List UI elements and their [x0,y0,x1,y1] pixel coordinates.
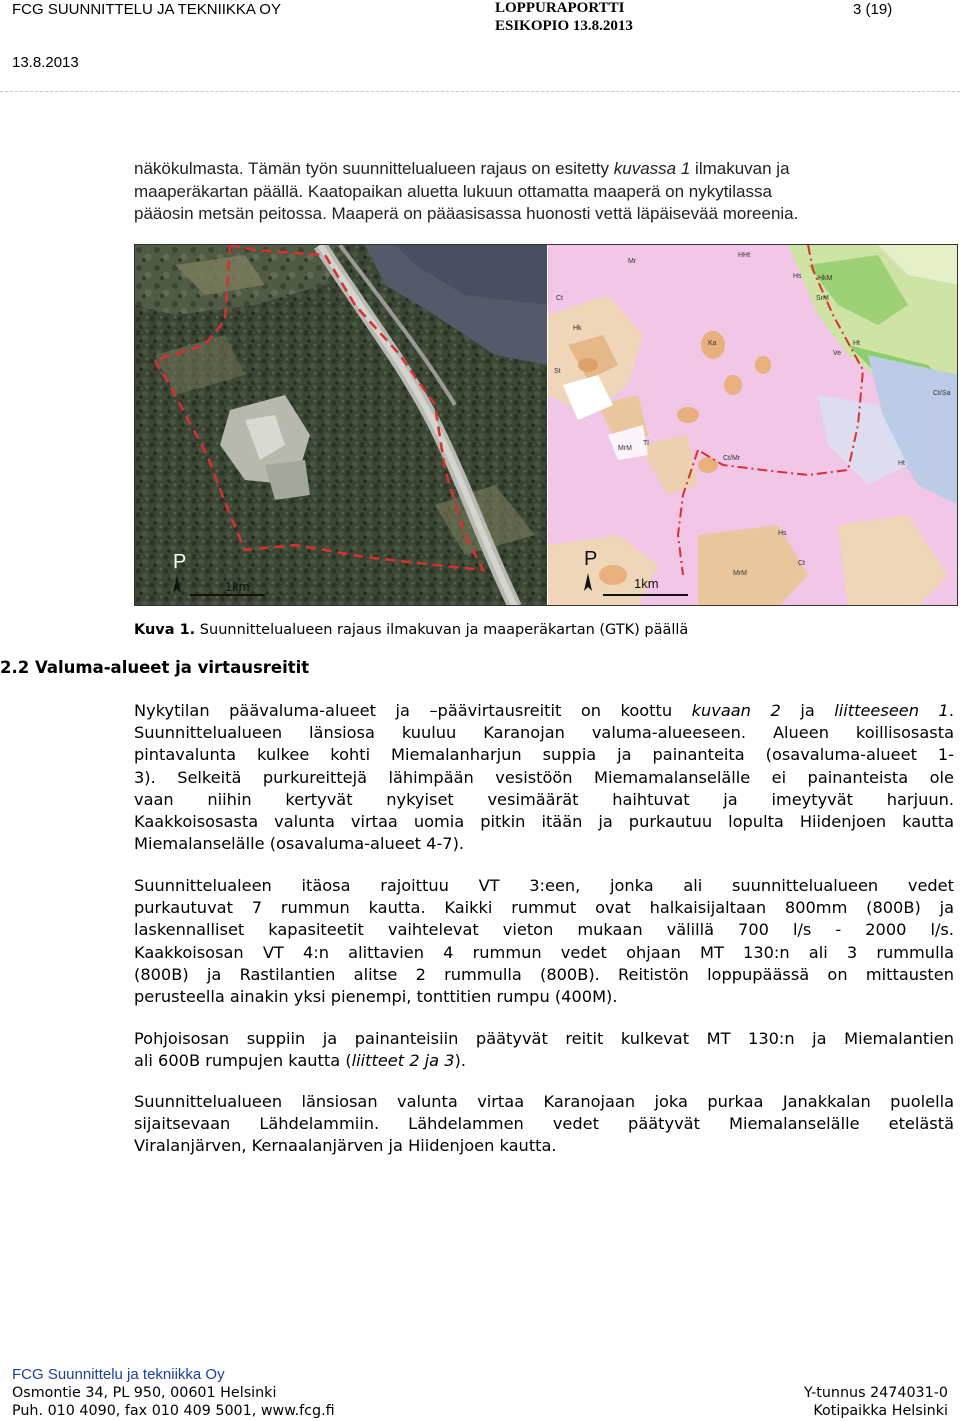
footer-phone: Puh. 010 4090, fax 010 409 5001, www.fcg.fi [12,1403,335,1419]
map-label: HHt [738,252,751,259]
intro-line-1 [134,158,954,181]
map-label: Mr [628,258,637,265]
caption-label: Kuva 1. [134,622,196,638]
paragraph-line: Pohjoisosan suppiin ja painanteisiin päätyvät reitit kulkevat MT 130:n ja Miemalantien [134,1029,954,1048]
paragraph-line: pintavalunta kulkee kohti Miemalanharjun suppia ja painanteita (osavaluma-alueet 1- [134,745,954,765]
map-label: SrM [816,295,829,302]
header-date: 13.8.2013 [12,54,79,71]
intro-text: ilmakuvan ja [690,159,790,178]
caption-text: Suunnittelualueen rajaus ilmakuvan ja maaperäkartan (GTK) päällä [195,622,689,638]
map-label: Ht [898,460,905,467]
paragraph-line: Suunnittelualueen länsiosa kuuluu Karanojan valuma-alueeseen. Alueen koillisosasta [134,723,954,743]
paragraph-1 [134,700,954,855]
footer-company: FCG Suunnittelu ja tekniikka Oy [12,1366,225,1383]
header-company: FCG SUUNNITTELU JA TEKNIIKKA OY [12,1,281,18]
map-label: Ct [556,295,563,302]
map-label: MrM [733,570,747,577]
paragraph-line [134,1050,954,1072]
paragraph-line: (800B) ja Rastilantien alitse 2 rummulla (800B). Reitistön loppupäässä on mittausten [134,964,954,984]
paragraph-2 [134,875,954,1008]
paragraph-line: Kaakkoisosan VT 4:n alittavien 4 rummun vedet ohjaan MT 130:n ali 3 rummulla [134,942,954,962]
figure-reference[interactable]: kuvassa 1 [613,159,691,178]
map-label: Ct/Mr [723,455,741,462]
paragraph-line: purkautuvat 7 rummun kautta. Kaikki rummut ovat halkaisijaltaan 800mm (800B) ja [134,898,954,918]
paragraph-line: perusteella ainakin yksi pienempi, tonttitien rumpu (400M). [134,987,618,1007]
map-label: Ve [833,350,842,357]
map-label: Ct/Sa [933,390,951,397]
paragraph-4 [134,1091,954,1158]
figure-reference[interactable]: kuvaan 2 [691,701,781,720]
appendix-reference[interactable]: liitteeseen 1 [834,701,949,720]
header-divider [0,91,960,92]
paragraph-line: Kaakkoisosasta valunta virtaa uomia pitkin itään ja purkautuu lopulta Hiidenjoen kautta [134,812,954,832]
north-label: P [173,551,187,573]
map-label: MrM [618,445,632,452]
map-label: Ht [853,340,860,347]
left-scale-label: 1km [225,579,250,594]
map-figure [134,244,958,606]
aerial-photo [135,245,547,606]
north-label: P [584,548,598,570]
map-label: St [554,368,561,375]
map-label: Ka [708,340,717,347]
intro-line-3: pääosin metsän peitossa. Maaperä on pääasisassa huonosti vettä läpäisevää moreenia. [134,204,799,223]
header-page-number: 3 (19) [853,1,893,18]
paragraph-line: sijaitsevaan Lähdelammiin. Lähdelammen vedet päätyvät Miemalanselälle etelästä [134,1114,954,1134]
paragraph-line: Miemalanselälle (osavaluma-alueet 4-7). [134,834,465,854]
intro-paragraph [134,158,954,226]
text-run: . [948,701,954,720]
header-draft: ESIKOPIO 13.8.2013 [495,18,633,34]
right-scale-label: 1km [634,576,659,591]
text-run: Nykytilan päävaluma-alueet ja –päävirtausreitit on koottu [134,701,692,720]
paragraph-line: vaan niihin kertyvät nykyiset vesimäärät haihtuvat ja imeytyvät harjuun. [134,789,954,809]
map-label: Tl [643,440,649,447]
soil-map [548,245,958,606]
intro-text: näkökulmasta. Tämän työn suunnittelualueen rajaus on esitetty [134,159,614,178]
paragraph-line: 3). Selkeitä purkureittejä lähimpään vesistöön Miemamalanselälle ei painanteista ole [134,767,954,787]
text-run: ali 600B rumpujen kautta ( [134,1051,352,1071]
section-heading: 2.2 Valuma-alueet ja virtausreitit [0,658,310,677]
appendix-reference[interactable]: liitteet 2 ja 3 [351,1051,455,1071]
paragraph-line: Suunnittelualueen länsiosan valunta virtaa Karanojaan joka purkaa Janakkalan puolella [134,1092,954,1111]
map-label: HkM [818,275,833,282]
map-label: Ct [798,560,805,567]
map-label: Hs [793,273,802,280]
footer-ytunnus: Y-tunnus 2474031-0 [804,1385,948,1401]
intro-line-2: maaperäkartan päällä. Kaatopaikan aluetta lukuun ottamatta maaperä on nykytilassa [134,181,772,201]
text-run: ). [454,1051,467,1071]
map-label: Hk [573,325,582,332]
paragraph-3 [134,1028,954,1072]
footer-address: Osmontie 34, PL 950, 00601 Helsinki [12,1385,277,1401]
footer-domicile: Kotipaikka Helsinki [813,1403,948,1419]
paragraph-line: Suunnittelualeen itäosa rajoittuu VT 3:een, jonka ali suunnittelualueen vedet [134,876,954,895]
header-doc-type: LOPPURAPORTTI [495,0,625,16]
map-label: Hs [778,530,787,537]
paragraph-line: laskennalliset kapasiteetit vaihtelevat vieton mukaan välillä 700 l/s - 2000 l/s. [134,920,954,940]
text-run: ja [780,701,835,720]
paragraph-line [134,700,954,722]
figure-caption [134,622,688,638]
paragraph-line: Viralanjärven, Kernaalanjärven ja Hiidenjoen kautta. [134,1136,557,1156]
